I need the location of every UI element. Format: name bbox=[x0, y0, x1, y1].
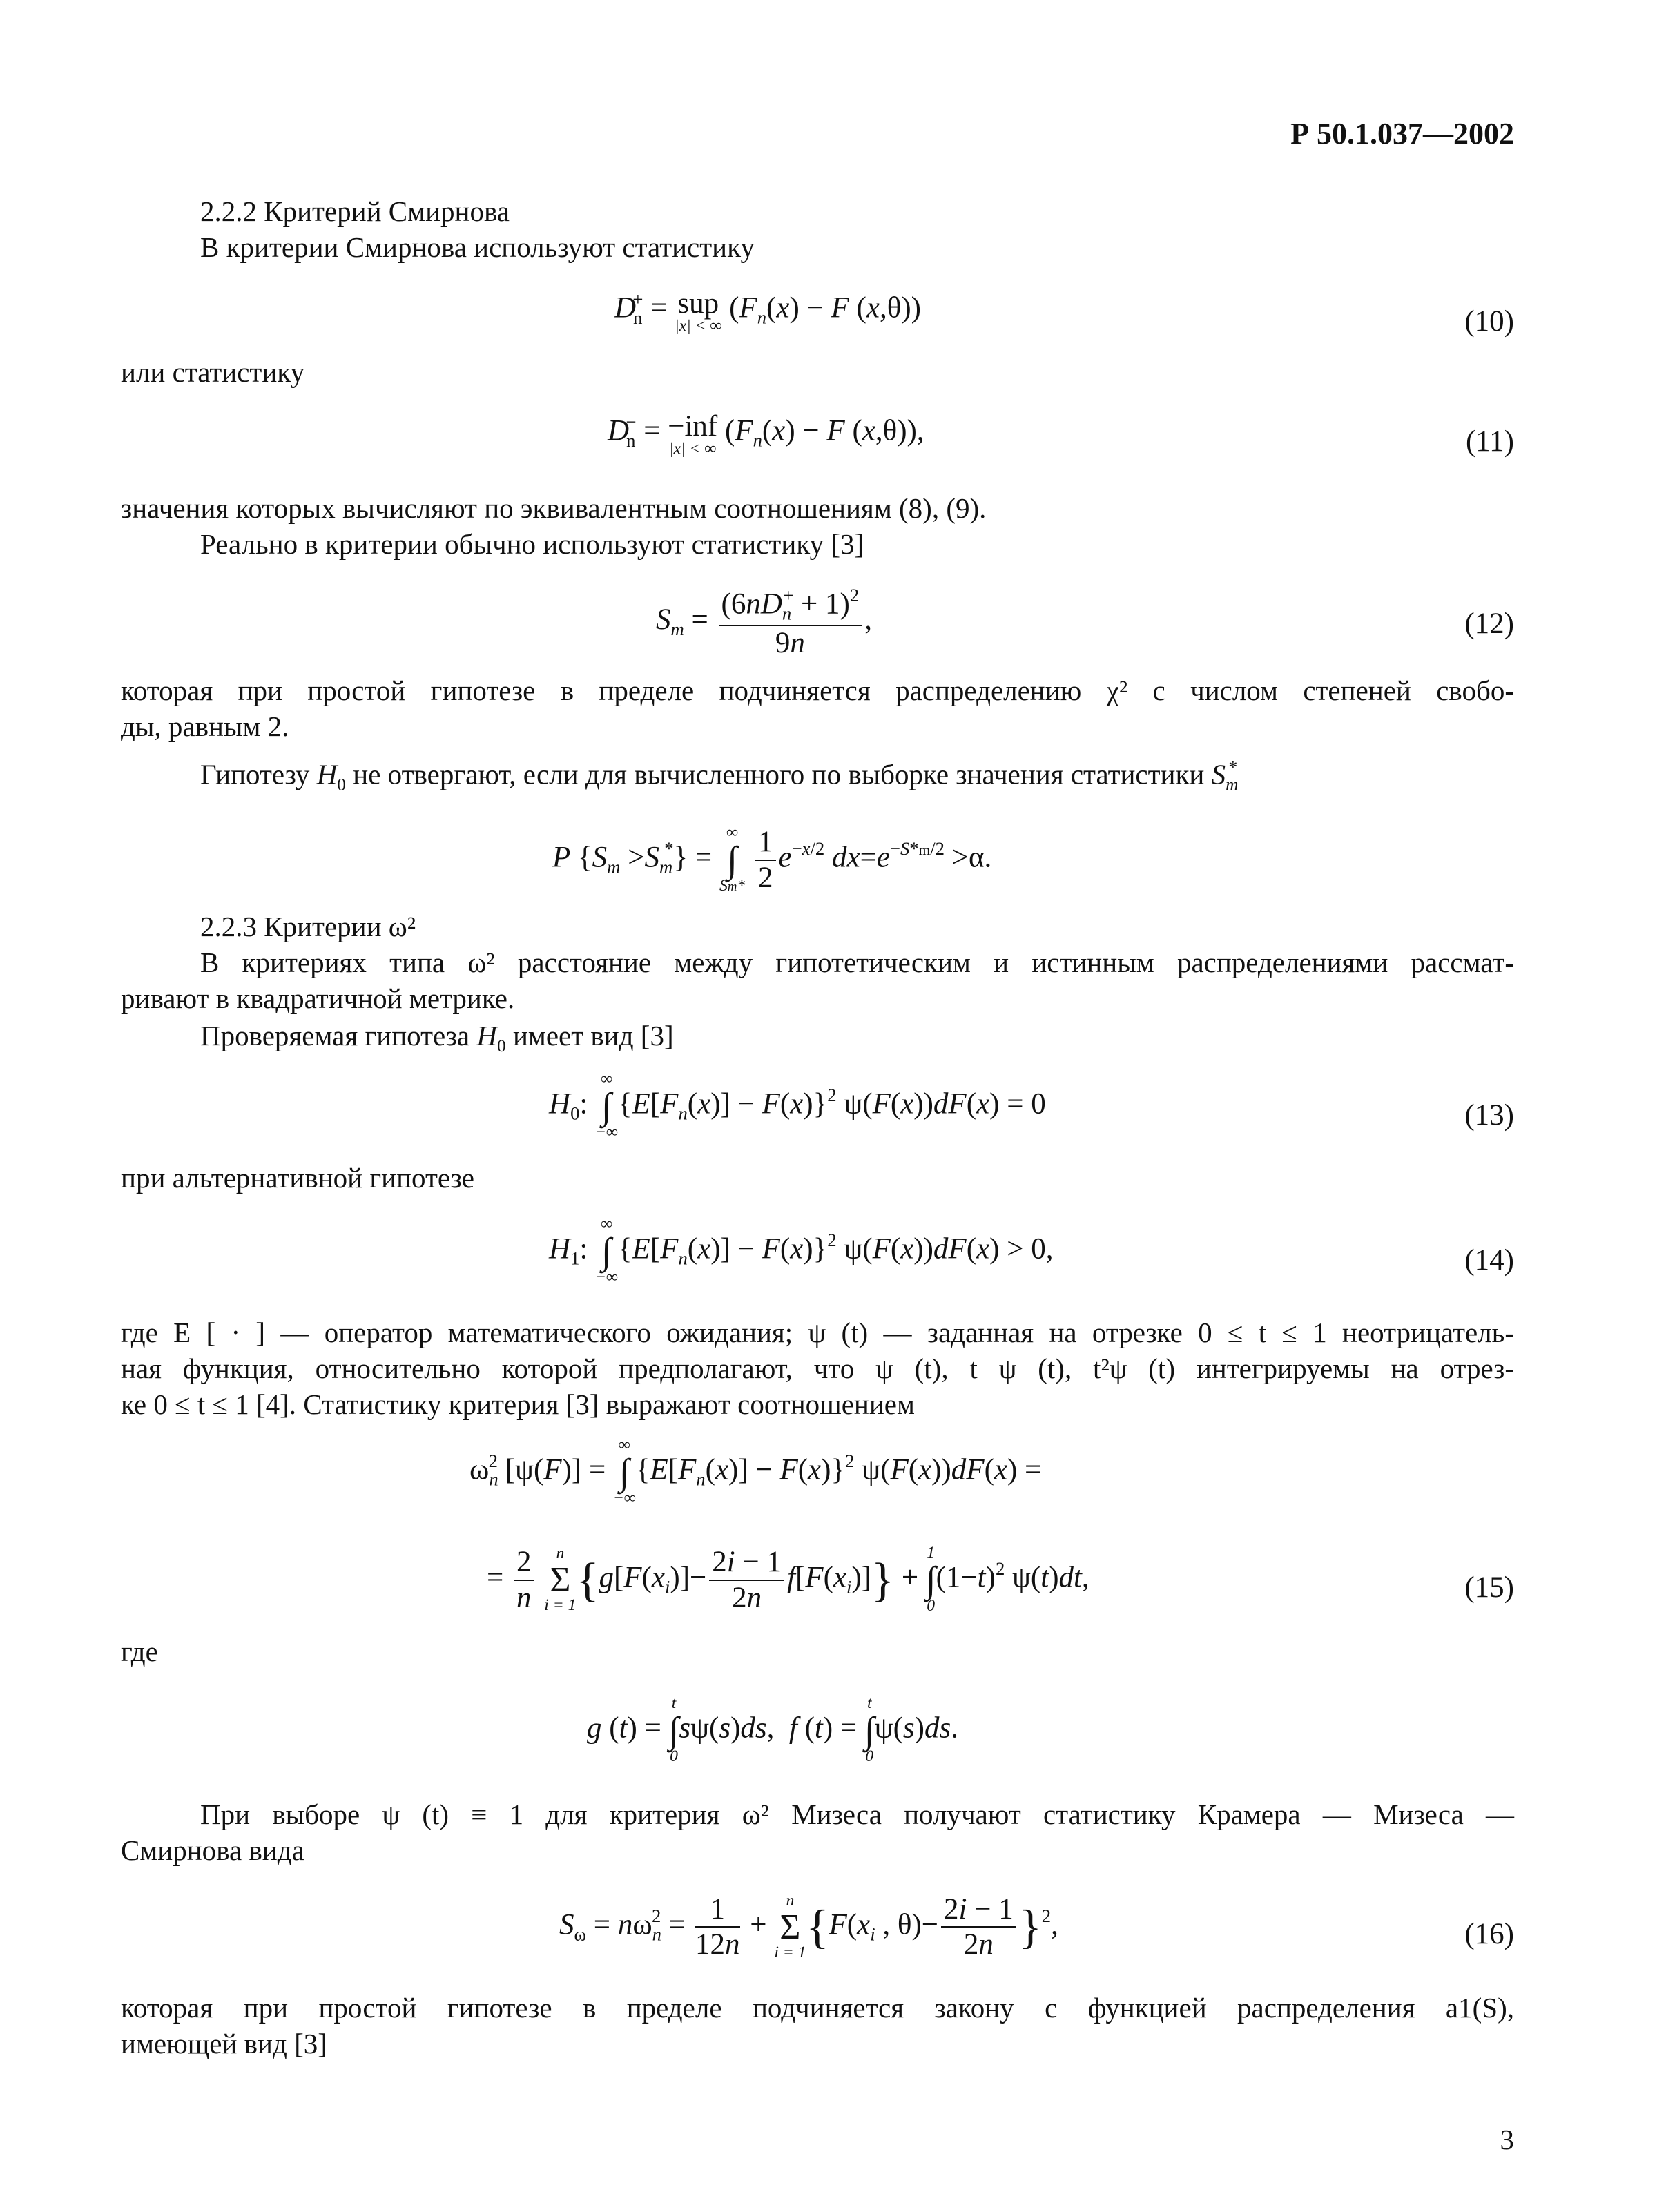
chi-square-text-line1: которая при простой гипотезе в пределе подчиняется распределению χ² с числом степеней свобо- bbox=[121, 675, 1514, 706]
h0-not-rejected-text: Гипотезу $H_0$ не отвергают, если для вычисленного по выборке значения статистики $S_m^*$ bbox=[200, 757, 1239, 795]
equation-16: $S_\omega = n\omega_n^2$ = $\frac{1}{12n}$ + n Σ i = 1 {$F(x_i$ , θ)− $\frac{2i - 1}{2n}$ }$^2$, bbox=[559, 1892, 1058, 1962]
equation-12: $S_m$ = $\frac{(6nD_n^+ + 1)^2}{9n}$ , bbox=[656, 585, 872, 659]
hyp-text-b: имеет вид [3] bbox=[512, 1020, 674, 1051]
mises-text-line1: При выборе ψ (t) ≡ 1 для критерия ω² Мизеса получают статистику Крамера — Мизеса — bbox=[200, 1798, 1514, 1830]
where-text-line1: где E [ · ] — оператор математического ожидания; ψ (t) — заданная на отрезке 0 ≤ t ≤ 1 неотрицатель- bbox=[121, 1317, 1514, 1348]
equation-13: $H_0$: ∞ ∫ −∞ $\{E[F_n(x)] - F(x)\}^2$ ψ(F(x))dF(x) = 0 bbox=[549, 1070, 1046, 1142]
equation-10: $D_n^+$ = sup |x| < ∞ ($F_n(x) - F$ (x,θ)) bbox=[614, 287, 921, 335]
chi-square-text-line2: ды, равным 2. bbox=[121, 710, 289, 742]
equation-number-10: (10) bbox=[1464, 305, 1514, 338]
hyp-text-a: Проверяемая гипотеза bbox=[200, 1020, 470, 1051]
equation-number-12: (12) bbox=[1464, 608, 1514, 640]
equation-15-line2: = $\frac{2}{n}$ n Σ i = 1 {$g[F(x_i)]-$ $\frac{2i - 1}{2n}$ $f[F(x_i)]$} + 1 ∫ 0 $(1-t)^2$ ψ(t)dt, bbox=[487, 1544, 1089, 1616]
probability-equation: P $\{S_m >S_m^*\}$ = ∞ ∫ Sm* $\frac{1}{2}$ $e^{-x/2}$ $dx=e^{-S*m/2} >\alpha$. bbox=[552, 824, 992, 895]
where-text-line3: ке 0 ≤ t ≤ 1 [4]. Статистику критерия [3] выражают соотношением bbox=[121, 1388, 915, 1420]
equation-number-13: (13) bbox=[1464, 1099, 1514, 1132]
equivalent-relations-text: значения которых вычисляют по эквивалентным соотношениям (8), (9). bbox=[121, 492, 987, 524]
page-number: 3 bbox=[1500, 2123, 1514, 2155]
final-text-line2: имеющей вид [3] bbox=[121, 2028, 327, 2059]
where-label: где bbox=[121, 1636, 158, 1667]
section-title-omega: 2.2.3 Критерии ω² bbox=[200, 911, 416, 942]
equation-14: $H_1$: ∞ ∫ −∞ $\{E[F_n(x)] - F(x)\}^2$ ψ(F(x))dF(x) > 0, bbox=[549, 1215, 1054, 1287]
mises-text-line2: Смирнова вида bbox=[121, 1834, 304, 1866]
equation-number-14: (14) bbox=[1464, 1244, 1514, 1277]
document-code: Р 50.1.037—2002 bbox=[1290, 117, 1514, 151]
or-statistic-text: или статистику bbox=[121, 356, 305, 388]
where-text-line2: ная функция, относительно которой предполагают, что ψ (t), t ψ (t), t²ψ (t) интегрируемы на отрез- bbox=[121, 1352, 1514, 1384]
equation-11: $D_n^-$ = −inf |x| < ∞ ($F_n(x) - F$ (x,θ)), bbox=[608, 410, 924, 458]
g-f-definitions: g (t) = t ∫ 0 sψ(s)ds, f (t) = t ∫ 0 ψ(s)ds. bbox=[587, 1694, 958, 1766]
section-title-smirnov: 2.2.2 Критерий Смирнова bbox=[200, 195, 510, 227]
equation-15-line1: $\omega_n^2$ [ψ(F)] = ∞ ∫ −∞ $\{E[F_n(x)] - F(x)\}^2$ ψ(F(x))dF(x) = bbox=[469, 1436, 1042, 1508]
omega-intro-line1: В критериях типа ω² расстояние между гипотетическим и истинным распределениями рассмат- bbox=[200, 947, 1514, 978]
real-statistic-text: Реально в критерии обычно используют статистику [3] bbox=[200, 528, 864, 560]
smirnov-intro: В критерии Смирнова используют статистику bbox=[200, 231, 755, 263]
final-text-line1: которая при простой гипотезе в пределе подчиняется закону с функцией распределения a1(S), bbox=[121, 1992, 1514, 2024]
h0-text-a: Гипотезу bbox=[200, 758, 310, 790]
tested-hypothesis-text: Проверяемая гипотеза $H_0$ имеет вид [3] bbox=[200, 1020, 674, 1056]
equation-number-15: (15) bbox=[1464, 1571, 1514, 1604]
equation-number-11: (11) bbox=[1465, 425, 1514, 458]
h0-text-b: не отвергают, если для вычисленного по выборке значения статистики bbox=[353, 758, 1205, 790]
equation-number-16: (16) bbox=[1464, 1918, 1514, 1950]
alternative-hypothesis-text: при альтернативной гипотезе bbox=[121, 1162, 474, 1194]
omega-intro-line2: ривают в квадратичной метрике. bbox=[121, 982, 515, 1014]
